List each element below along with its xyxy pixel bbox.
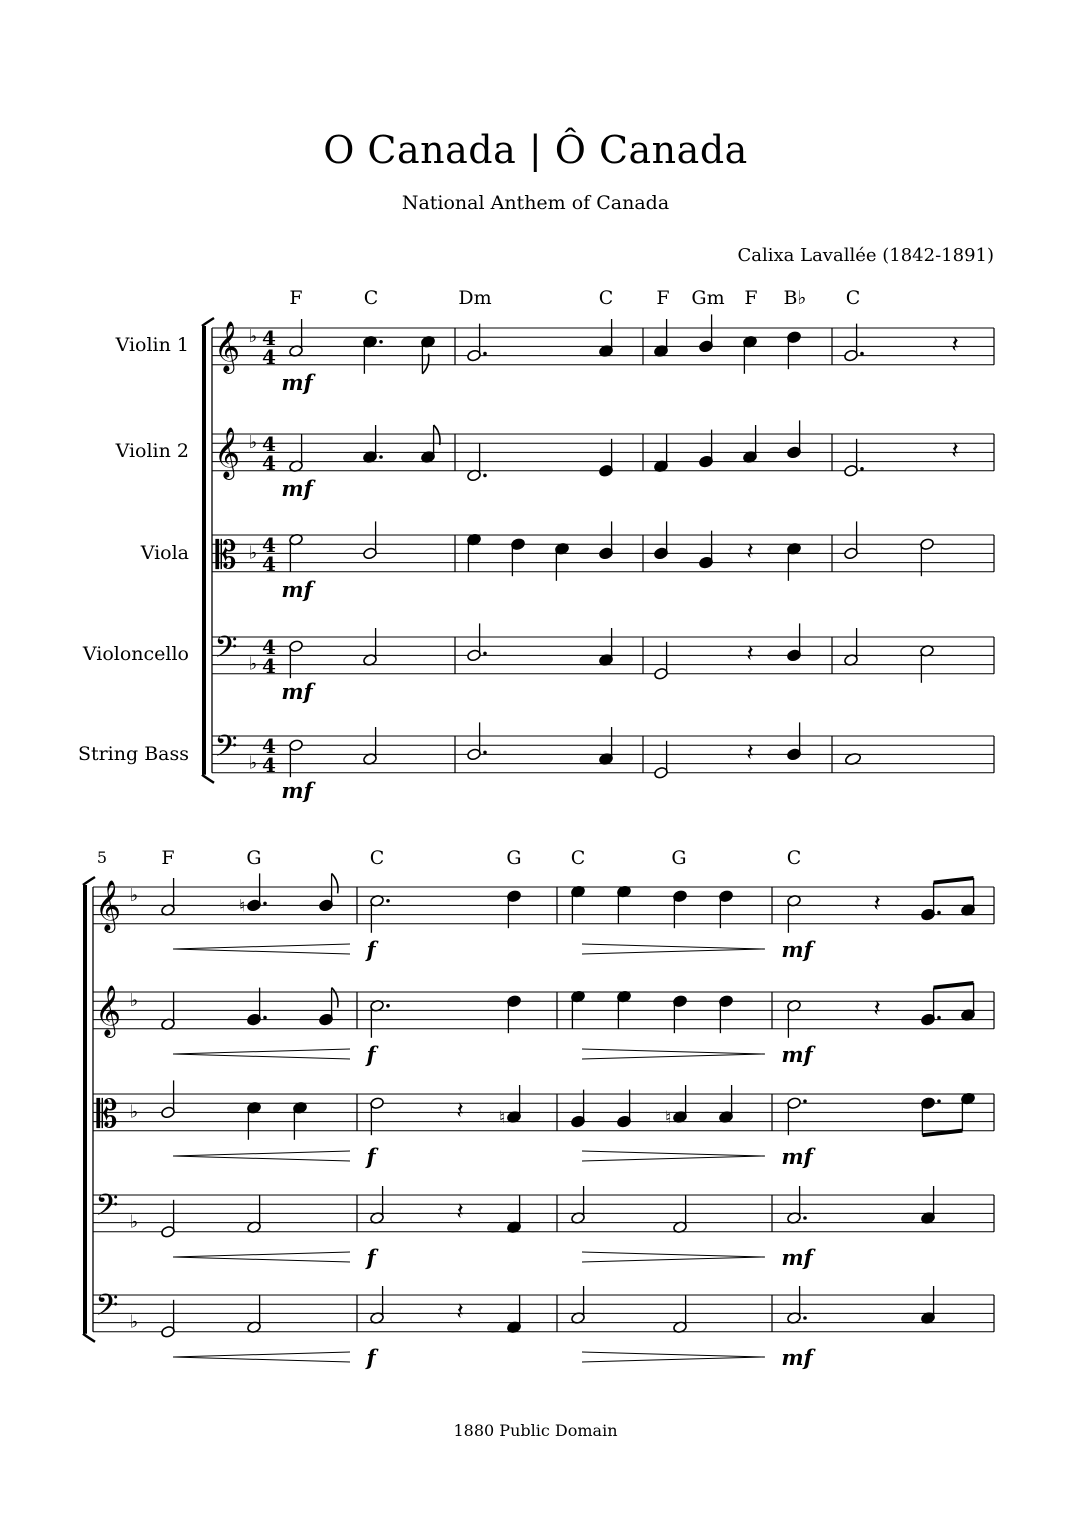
decrescendo-hairpin xyxy=(582,1352,765,1357)
quarter-rest-icon: 𝄽 xyxy=(456,1096,464,1124)
decrescendo-hairpin xyxy=(582,1257,765,1262)
instrument-label-violin-1: Violin 1 xyxy=(115,334,189,356)
chord-symbol: F xyxy=(161,847,175,869)
augmentation-dot xyxy=(803,1216,807,1220)
decrescendo-hairpin xyxy=(582,1252,765,1257)
crescendo-hairpin xyxy=(173,1257,350,1262)
dynamic-marking: mf xyxy=(281,476,313,501)
quarter-rest-icon: 𝄽 xyxy=(456,1297,464,1325)
flat-icon: ♭ xyxy=(129,1211,139,1233)
composer-credit: Calixa Lavallée (1842-1891) xyxy=(737,245,994,266)
chord-symbol: F xyxy=(744,287,758,309)
beam xyxy=(934,878,974,883)
quarter-rest-icon: 𝄽 xyxy=(746,537,754,565)
chord-symbol: C xyxy=(369,847,385,869)
time-signature-numerator: 4 xyxy=(262,734,276,758)
augmentation-dot xyxy=(483,652,487,656)
flat-icon: ♭ xyxy=(248,542,258,564)
measure-number: 5 xyxy=(96,848,108,867)
time-signature-denominator: 4 xyxy=(262,654,276,678)
crescendo-hairpin xyxy=(173,1049,350,1054)
decrescendo-hairpin xyxy=(582,949,765,954)
treble-clef-icon: 𝄞 xyxy=(213,427,241,478)
dynamic-marking: mf xyxy=(281,577,313,602)
flat-icon: ♭ xyxy=(248,326,258,348)
chord-symbol: G xyxy=(671,847,687,869)
score-subtitle: National Anthem of Canada xyxy=(401,192,670,214)
chord-symbol: Gm xyxy=(691,287,725,309)
dynamic-marking: f xyxy=(366,1144,376,1169)
system-bracket xyxy=(83,1334,95,1342)
decrescendo-hairpin xyxy=(582,1156,765,1161)
decrescendo-hairpin xyxy=(582,1151,765,1156)
bass-clef-icon: 𝄢 xyxy=(214,730,238,771)
beam xyxy=(934,983,974,988)
instrument-label-violin-2: Violin 2 xyxy=(115,440,189,462)
augmentation-dot xyxy=(386,1004,390,1008)
dynamic-marking: f xyxy=(366,937,376,962)
augmentation-dot xyxy=(860,352,864,356)
dynamic-marking: f xyxy=(366,1345,376,1370)
augmentation-dot xyxy=(803,1099,807,1103)
copyright-footer: 1880 Public Domain xyxy=(453,1421,618,1440)
time-signature-numerator: 4 xyxy=(262,635,276,659)
bass-clef-icon: 𝄢 xyxy=(214,631,238,672)
chord-symbol: G xyxy=(506,847,522,869)
augmentation-dot xyxy=(803,1316,807,1320)
time-signature-numerator: 4 xyxy=(262,326,276,350)
crescendo-hairpin xyxy=(173,1054,350,1059)
dynamic-marking: mf xyxy=(781,937,813,962)
chord-symbol: B♭ xyxy=(783,287,807,309)
crescendo-hairpin xyxy=(173,944,350,949)
flat-icon: ♭ xyxy=(129,885,139,907)
system-bracket xyxy=(202,318,214,326)
quarter-rest-icon: 𝄽 xyxy=(873,889,881,917)
dynamic-marking: mf xyxy=(781,1042,813,1067)
score-title: O Canada | Ô Canada xyxy=(323,128,748,172)
augmentation-dot xyxy=(263,1016,267,1020)
time-signature-denominator: 4 xyxy=(262,451,276,475)
natural-icon: ♮ xyxy=(238,896,246,917)
time-signature-numerator: 4 xyxy=(262,432,276,456)
chord-symbol: F xyxy=(289,287,303,309)
note-flag xyxy=(332,873,338,893)
bass-clef-icon: 𝄢 xyxy=(95,1189,119,1230)
dynamic-marking: mf xyxy=(781,1144,813,1169)
flat-icon: ♭ xyxy=(129,1101,139,1123)
system-bracket xyxy=(202,775,214,783)
crescendo-hairpin xyxy=(173,1151,350,1156)
dynamic-marking: f xyxy=(366,1245,376,1270)
chord-symbol: C xyxy=(845,287,861,309)
instrument-label-string-bass: String Bass xyxy=(77,743,189,765)
treble-clef-icon: 𝄞 xyxy=(94,985,122,1036)
time-signature-denominator: 4 xyxy=(262,345,276,369)
instrument-label-violoncello: Violoncello xyxy=(82,643,189,665)
chord-symbol: G xyxy=(246,847,262,869)
time-signature-numerator: 4 xyxy=(262,533,276,557)
augmentation-dot xyxy=(937,1016,941,1020)
quarter-rest-icon: 𝄽 xyxy=(456,1197,464,1225)
quarter-rest-icon: 𝄽 xyxy=(873,994,881,1022)
chord-symbol: C xyxy=(570,847,586,869)
crescendo-hairpin xyxy=(173,949,350,954)
augmentation-dot xyxy=(937,1099,941,1103)
alto-clef-icon: 𝄡 xyxy=(96,1092,118,1136)
augmentation-dot xyxy=(483,751,487,755)
decrescendo-hairpin xyxy=(582,944,765,949)
augmentation-dot xyxy=(860,467,864,471)
flat-icon: ♭ xyxy=(129,1311,139,1333)
natural-icon: ♮ xyxy=(664,1108,672,1128)
dynamic-marking: mf xyxy=(781,1345,813,1370)
dynamic-marking: mf xyxy=(781,1245,813,1270)
flat-icon: ♭ xyxy=(248,432,258,454)
dynamic-marking: mf xyxy=(281,370,313,395)
system-bracket xyxy=(83,877,95,885)
chord-symbol: F xyxy=(656,287,670,309)
alto-clef-icon: 𝄡 xyxy=(215,533,237,577)
crescendo-hairpin xyxy=(173,1252,350,1257)
flat-icon: ♭ xyxy=(248,752,258,774)
quarter-rest-icon: 𝄽 xyxy=(746,738,754,766)
treble-clef-icon: 𝄞 xyxy=(213,321,241,372)
time-signature-denominator: 4 xyxy=(262,753,276,777)
quarter-rest-icon: 𝄽 xyxy=(951,330,959,358)
augmentation-dot xyxy=(483,474,487,478)
dynamic-marking: mf xyxy=(281,778,313,803)
quarter-rest-icon: 𝄽 xyxy=(951,436,959,464)
chord-symbol: C xyxy=(786,847,802,869)
note-flag xyxy=(422,354,428,374)
treble-clef-icon: 𝄞 xyxy=(94,880,122,931)
augmentation-dot xyxy=(263,902,267,906)
decrescendo-hairpin xyxy=(582,1049,765,1054)
quarter-rest-icon: 𝄽 xyxy=(746,639,754,667)
augmentation-dot xyxy=(379,455,383,459)
note-flag xyxy=(332,988,338,1008)
dynamic-marking: f xyxy=(366,1042,376,1067)
decrescendo-hairpin xyxy=(582,1357,765,1362)
crescendo-hairpin xyxy=(173,1357,350,1362)
augmentation-dot xyxy=(386,899,390,903)
instrument-label-viola: Viola xyxy=(140,542,189,564)
chord-symbol: C xyxy=(363,287,379,309)
augmentation-dot xyxy=(379,340,383,344)
crescendo-hairpin xyxy=(173,1352,350,1357)
augmentation-dot xyxy=(483,352,487,356)
flat-icon: ♭ xyxy=(129,990,139,1012)
flat-icon: ♭ xyxy=(248,653,258,675)
crescendo-hairpin xyxy=(173,1156,350,1161)
note-flag xyxy=(434,425,440,445)
chord-symbol: Dm xyxy=(458,287,492,309)
bass-clef-icon: 𝄢 xyxy=(95,1289,119,1330)
dynamic-marking: mf xyxy=(281,679,313,704)
natural-icon: ♮ xyxy=(498,1108,506,1128)
chord-symbol: C xyxy=(598,287,614,309)
decrescendo-hairpin xyxy=(582,1054,765,1059)
augmentation-dot xyxy=(937,911,941,915)
time-signature-denominator: 4 xyxy=(262,552,276,576)
